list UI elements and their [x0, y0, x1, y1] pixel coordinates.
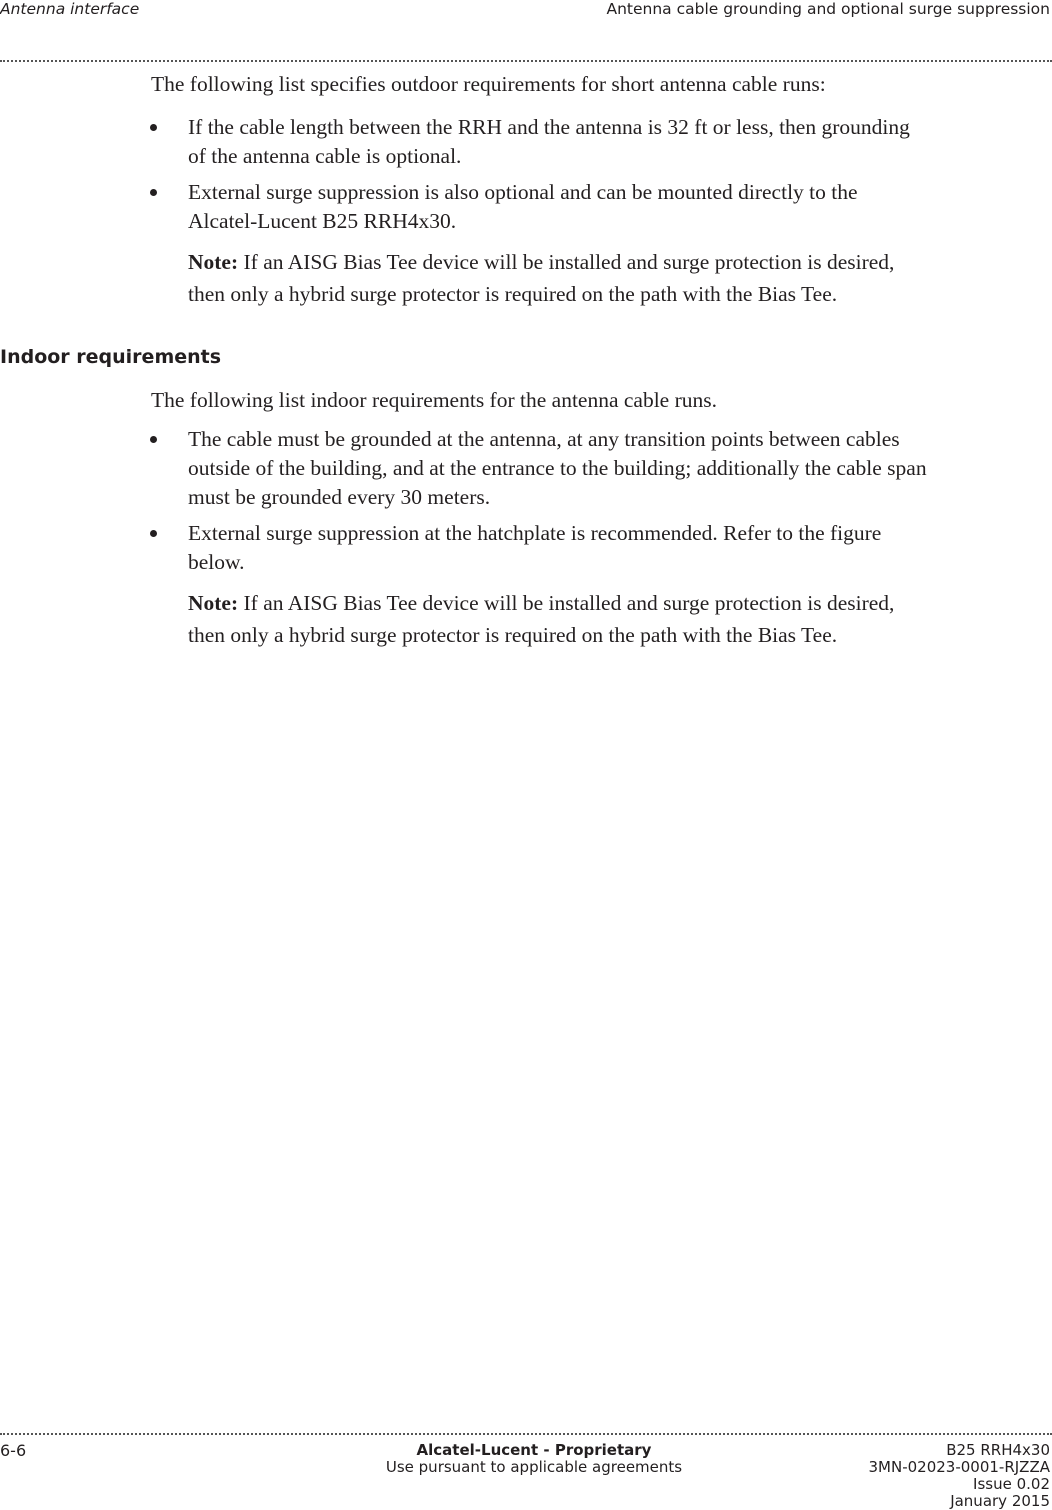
document-info [869, 1442, 1051, 1510]
indoor-bullet-1-line-1: The cable must be grounded at the antenna, at any transition points between cables [188, 427, 900, 451]
indoor-bullet-2-line-2: below. [188, 550, 245, 574]
usage-notice: Use pursuant to applicable agreements [385, 1458, 683, 1476]
indoor-bullet-1-line-2: outside of the building, and at the entrance to the building; additionally the cable span [188, 456, 927, 480]
product-name: B25 RRH4x30 [946, 1441, 1050, 1459]
issue-number: Issue 0.02 [973, 1475, 1050, 1493]
page-footer [0, 1440, 1052, 1510]
indoor-intro: The following list indoor requirements for the antenna cable runs. [151, 388, 718, 412]
outdoor-bullet-1-line-2: of the antenna cable is optional. [188, 144, 462, 168]
outdoor-bullet-2-line-2: Alcatel-Lucent B25 RRH4x30. [188, 209, 457, 233]
release-date: January 2015 [950, 1492, 1050, 1510]
bullet-icon [150, 519, 170, 548]
note-label: Note: [188, 250, 239, 274]
note-label: Note: [188, 591, 239, 615]
indoor-note-line-1: Note: If an AISG Bias Tee device will be installed and surge protection is desired, [188, 591, 895, 615]
running-header [0, 0, 1052, 24]
outdoor-bullet-2-line-1: External surge suppression is also optional and can be mounted directly to the [188, 180, 858, 204]
footer-divider [0, 1433, 1052, 1435]
page-number: 6-6 [0, 1441, 27, 1460]
section-heading-indoor: Indoor requirements [0, 346, 222, 368]
bullet-icon [150, 113, 170, 142]
indoor-bullet-2-line-1: External surge suppression at the hatchplate is recommended. Refer to the figure [188, 521, 882, 545]
chapter-title: Antenna interface [0, 0, 140, 18]
issue-date [869, 1476, 1051, 1510]
proprietary-label: Alcatel-Lucent - Proprietary [416, 1441, 652, 1459]
section-title: Antenna cable grounding and optional surge suppression [606, 0, 1050, 18]
bullet-icon [150, 178, 170, 207]
outdoor-note-line-1: Note: If an AISG Bias Tee device will be installed and surge protection is desired, [188, 250, 895, 274]
outdoor-note-line-2: then only a hybrid surge protector is required on the path with the Bias Tee. [188, 282, 838, 306]
bullet-icon [150, 425, 170, 454]
footer-proprietary-notice [374, 1442, 694, 1476]
header-divider [0, 60, 1052, 62]
outdoor-intro: The following list specifies outdoor requirements for short antenna cable runs: [151, 72, 826, 96]
document-number: 3MN-02023-0001-RJZZA [868, 1458, 1050, 1476]
outdoor-bullet-1-line-1: If the cable length between the RRH and the antenna is 32 ft or less, then grounding [188, 115, 910, 139]
indoor-note-line-2: then only a hybrid surge protector is required on the path with the Bias Tee. [188, 623, 838, 647]
indoor-bullet-1-line-3: must be grounded every 30 meters. [188, 485, 491, 509]
